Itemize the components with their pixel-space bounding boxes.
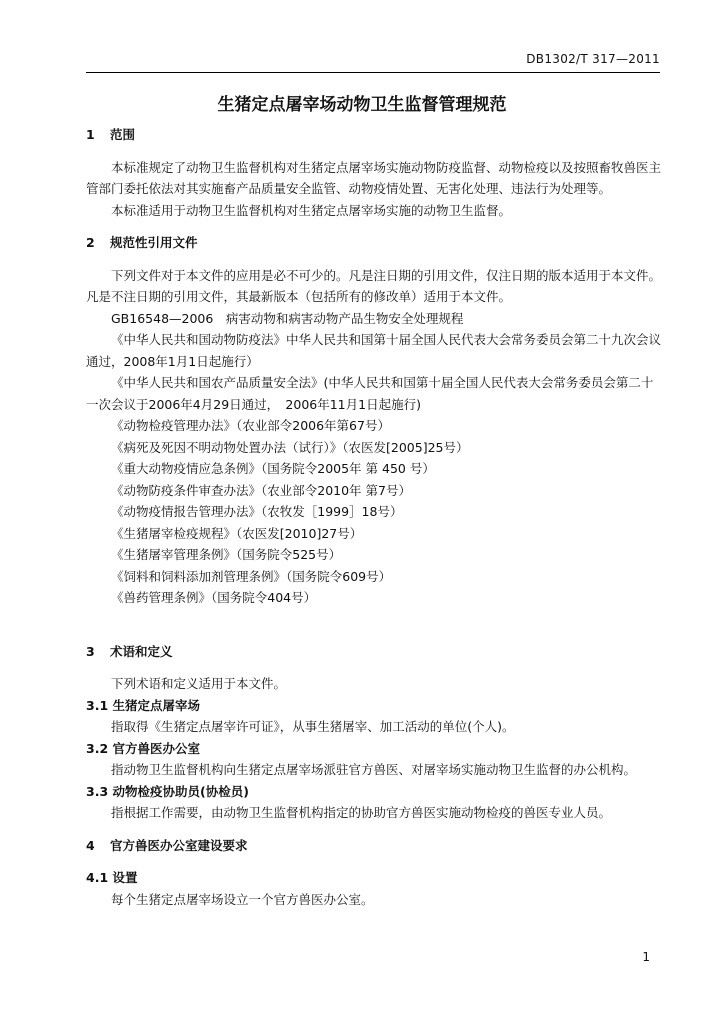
document-body [86,124,662,910]
term-heading: 3.1 生猪定点屠宰场 [86,697,200,713]
reference-item: 《中华人民共和国动物防疫法》中华人民共和国第十届全国人民代表大会常务委员会第二十九次会议通过，2008年1月1日起施行） [86,332,662,369]
document-title: 生猪定点屠宰场动物卫生监督管理规范 [217,95,507,115]
reference-item: 《动物防疫条件审查办法》（农业部令2010年 第7号） [111,482,411,498]
section-2-heading [86,232,662,254]
reference-item: 《重大动物疫情应急条例》（国务院令2005年 第 450 号） [111,461,435,476]
section-number: 3 [86,643,95,659]
reference-item: 《病死及死因不明动物处置办法（试行）》（农医发[2005]25号） [111,439,469,455]
reference-item: 《动物检疫管理办法》（农业部令2006年第67号） [111,418,390,433]
term-definition: 指动物卫生监督机构向生猪定点屠宰场派驻官方兽医、对屠宰场实施动物卫生监督的办公机构。 [111,762,637,777]
section-3-heading [86,641,662,663]
term-heading: 3.2 官方兽医办公室 [86,740,200,756]
section-number: 2 [86,235,95,250]
reference-item: 《生猪屠宰检疫规程》（农医发[2010]27号） [111,525,363,541]
reference-item: 《饲料和饲料添加剂管理条例》（国务院令609号） [111,568,392,584]
term-definition: 指根据工作需要，由动物卫生监督机构指定的协助官方兽医实施动物检疫的兽医专业人员。 [111,805,612,820]
reference-item: GB16548—2006 病害动物和病害动物产品生物安全处理规程 [111,310,464,326]
section-title: 官方兽医办公室建设要求 [110,837,248,853]
term-definition: 指取得《生猪定点屠宰许可证》，从事生猪屠宰、加工活动的单位(个人)。 [111,719,515,734]
section-number: 1 [86,127,95,142]
reference-item: 《动物疫情报告管理办法》（农牧发［1999］18号） [111,504,403,519]
standard-code: DB1302/T 317—2011 [526,52,660,66]
section-4-heading [86,835,662,857]
section-number: 4 [86,837,95,853]
paragraph: 本标准规定了动物卫生监督机构对生猪定点屠宰场实施动物防疫监督、动物检疫以及按照畜牧兽医主管部门委托依法对其实施畜产品质量安全监管、动物疫情处置、无害化处理、违法行为处理等。 [86,159,662,196]
reference-item: 《中华人民共和国农产品质量安全法》(中华人民共和国第十届全国人民代表大会常务委员会第二十一次会议于2006年4月29日通过， 2006年11月1日起施行) [86,375,654,412]
section-title: 规范性引用文件 [110,235,198,250]
page-number: 1 [642,950,650,964]
section-1-heading [86,124,662,146]
header-rule [86,72,660,73]
paragraph: 本标准适用于动物卫生监督机构对生猪定点屠宰场实施的动物卫生监督。 [111,202,512,218]
paragraph: 下列术语和定义适用于本文件。 [111,676,287,691]
paragraph: 每个生猪定点屠宰场设立一个官方兽医办公室。 [111,891,374,907]
reference-item: 《生猪屠宰管理条例》（国务院令525号） [111,547,342,562]
subsection-heading: 4.1 设置 [86,870,138,885]
section-title: 范围 [110,127,136,142]
reference-item: 《兽药管理条例》（国务院令404号） [111,590,317,605]
section-title: 术语和定义 [110,643,173,659]
paragraph: 下列文件对于本文件的应用是必不可少的。凡是注日期的引用文件，仅注日期的版本适用于本文件。凡是不注日期的引用文件，其最新版本（包括所有的修改单）适用于本文件。 [86,267,662,304]
term-heading: 3.3 动物检疫协助员(协检员) [86,783,249,799]
